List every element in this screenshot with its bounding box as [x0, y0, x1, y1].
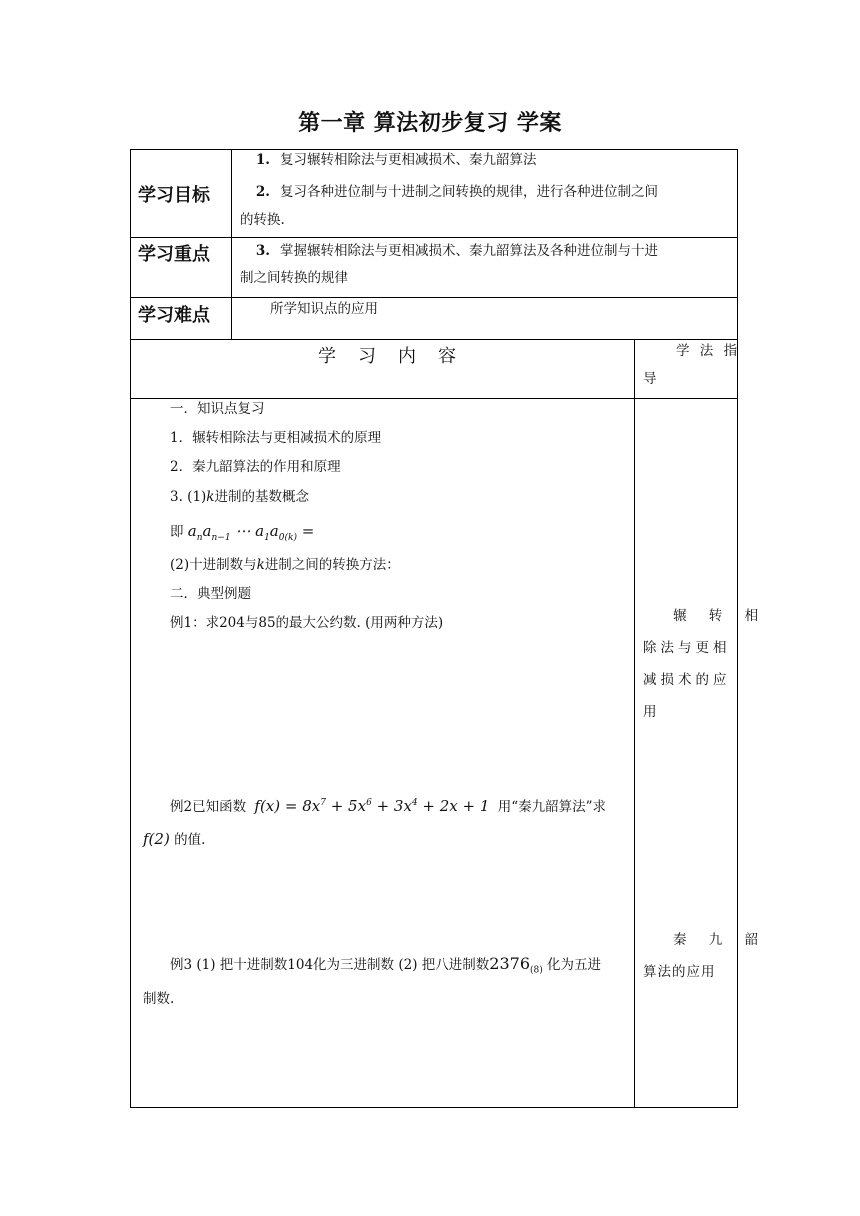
goal-text: 复习各种进位制与十进制之间转换的规律，进行各种进位制之间	[280, 184, 658, 200]
section-2-heading: 二．典型例题	[170, 586, 251, 602]
page-title: 第一章 算法初步复习 学案	[298, 111, 562, 136]
item-prefix: 即	[170, 524, 184, 540]
example-3	[170, 950, 601, 985]
goal-item-2	[240, 182, 658, 202]
note-line: 减损术的应	[643, 672, 731, 688]
content-header: 学 习 内 容	[318, 346, 458, 367]
item-prefix: (2)十进制数与	[170, 557, 257, 573]
example-3-cont: 制数.	[143, 991, 175, 1007]
goal-item-2-cont: 的转换.	[240, 212, 285, 228]
focus-item	[240, 241, 658, 261]
method-header-line2: 导	[643, 371, 657, 387]
math-k: k	[256, 557, 265, 573]
item-prefix: 3. (1)	[170, 489, 207, 505]
list-item: 2．秦九韶算法的作用和原理	[170, 459, 341, 475]
formula-f2: f(2)	[143, 830, 170, 848]
octal-number: 2376	[489, 954, 530, 973]
side-note-gcd	[643, 600, 767, 728]
formula-expansion: $a_na_{n-1}$ ⋯ $a_1a_{0(k)}$ =	[187, 522, 315, 543]
example-2-cont	[143, 825, 205, 854]
example-2-lead: 例2已知函数	[170, 799, 247, 815]
example-2	[170, 789, 606, 821]
list-item	[170, 517, 314, 552]
focus-text: 掌握辗转相除法与更相减损术、秦九韶算法及各种进位制与十进	[280, 243, 658, 259]
list-item	[170, 483, 309, 511]
list-item: 1．辗转相除法与更相减损术的原理	[170, 430, 382, 446]
method-header-line1: 学 法 指	[676, 343, 741, 359]
math-k: k	[206, 489, 215, 505]
formula-function: $f(x) = 8x^7 + 5x^6 + 3x^4 + 2x + 1$	[254, 797, 490, 815]
difficulty-text: 所学知识点的应用	[270, 301, 378, 317]
octal-base: (8)	[530, 965, 543, 976]
example-3-lead: 例3 (1) 把十进制数104化为三进制数 (2) 把八进制数	[170, 957, 490, 973]
note-line: 除法与更相	[643, 640, 731, 656]
section-1-heading: 一．知识点复习	[170, 401, 265, 417]
note-line: 算法的应用	[643, 964, 716, 980]
goals-divider	[231, 149, 232, 339]
note-line: 用	[643, 704, 666, 720]
example-2-tail: 用“秦九韶算法”求	[497, 799, 607, 815]
example-2-end: 的值.	[174, 832, 206, 848]
example-3-tail: 化为五进	[547, 957, 602, 973]
difficulty-label: 学习难点	[138, 305, 210, 326]
note-line: 辗 转 相	[673, 608, 768, 624]
content-divider	[634, 339, 635, 1107]
row-divider-2	[130, 297, 738, 298]
goals-label: 学习目标	[138, 185, 210, 206]
item-text: 进制的基数概念	[214, 489, 309, 505]
note-line: 秦 九 韶	[673, 932, 768, 948]
focus-item-cont: 制之间转换的规律	[240, 270, 348, 286]
goal-item-1	[240, 150, 537, 170]
focus-num: 3.	[255, 243, 270, 259]
goal-text: 复习辗转相除法与更相减损术、秦九韶算法	[280, 152, 537, 168]
focus-label: 学习重点	[138, 244, 210, 265]
example-1: 例1：求204与85的最大公约数. (用两种方法)	[170, 615, 444, 631]
list-item	[170, 551, 400, 579]
row-divider-1	[130, 237, 738, 238]
goal-num: 1.	[255, 152, 270, 168]
side-note-horner	[643, 924, 767, 988]
goal-num: 2.	[255, 184, 270, 200]
item-text: 进制之间的转换方法：	[264, 557, 400, 573]
